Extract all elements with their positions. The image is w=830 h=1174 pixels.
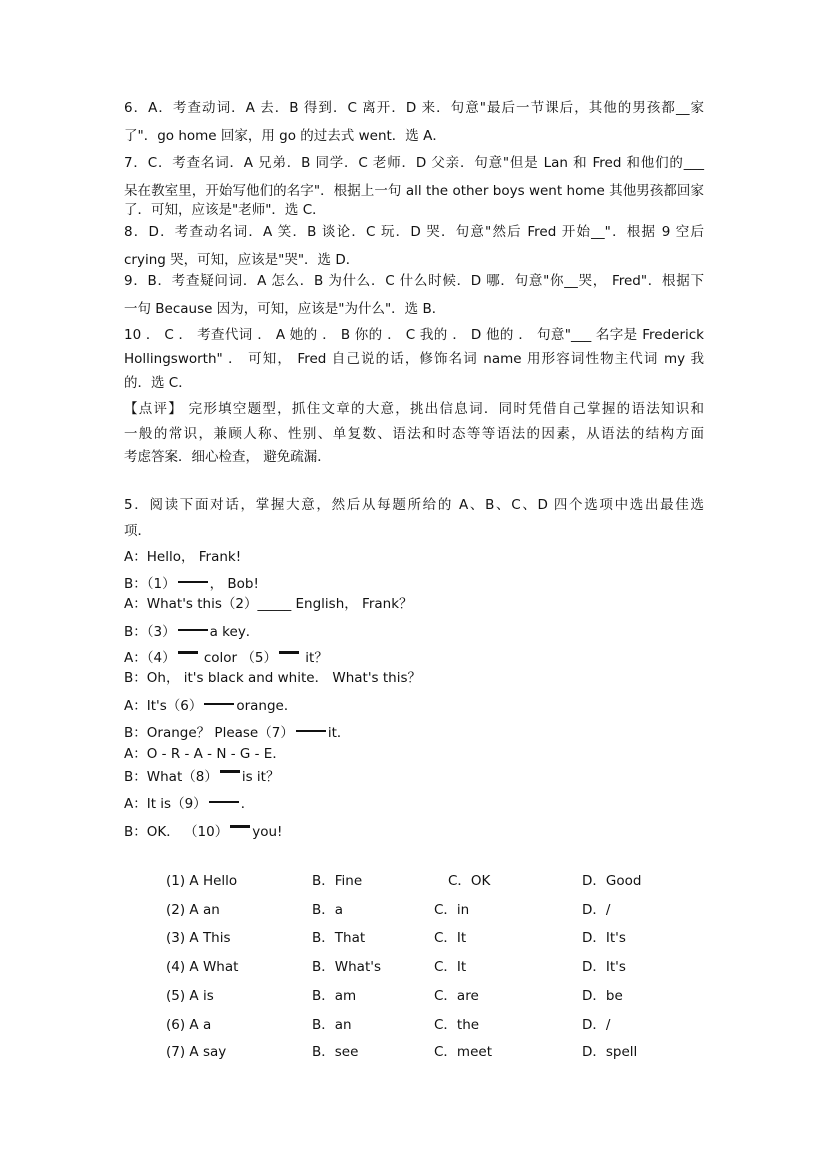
dialogue-line: [124, 767, 704, 787]
option-a: (5) A is: [166, 988, 214, 1004]
option-d: D．It's: [582, 959, 626, 975]
dialogue-text: A：O - R - A - N - G - E．: [124, 746, 286, 762]
option-c: C．meet: [434, 1044, 492, 1060]
option-b: B．see: [312, 1044, 359, 1060]
answer-blank: [296, 730, 326, 732]
option-a: (4) A What: [166, 959, 239, 975]
option-a: (2) A an: [166, 902, 220, 918]
option-a: (7) A say: [166, 1044, 227, 1060]
option-c: C．It: [434, 959, 467, 975]
dialogue-line: [124, 744, 704, 764]
dialogue-text: it．: [327, 725, 351, 741]
answer-line: 8．D．考查动名词．A 笑．B 谈论．C 玩．D 哭．句意"然后 Fred 开始__"．根据 9 空后: [124, 224, 704, 240]
dialogue-line: [124, 668, 704, 688]
answer-line: 一般的常识，兼顾人称、性别、单复数、语法和时态等等语法的因素，从语法的结构方面: [124, 426, 704, 442]
dialogue-text: A：It's（6）: [124, 698, 203, 714]
dialogue-line: [124, 723, 704, 743]
dialogue-text: B：（1）: [124, 576, 176, 592]
option-c: C．OK: [448, 873, 491, 889]
option-a: (3) A This: [166, 930, 231, 946]
answer-blank: [279, 651, 299, 654]
answer-blank: [178, 581, 208, 583]
dialogue-text: it？: [301, 650, 328, 666]
question-line: 5．阅读下面对话，掌握大意，然后从每题所给的 A、B、C、D 四个选项中选出最佳选: [124, 497, 704, 513]
dialogue-text: color （5）: [199, 650, 277, 666]
option-b: B．Fine: [312, 873, 363, 889]
answer-line: 9．B．考查疑问词．A 怎么．B 为什么．C 什么时候．D 哪．句意"你__哭， Fred"．根据下: [124, 273, 704, 289]
dialogue-text: B：What（8）: [124, 769, 218, 785]
option-d: D．/: [582, 1017, 611, 1033]
option-c: C．are: [434, 988, 479, 1004]
option-c: C．the: [434, 1017, 480, 1033]
answer-line: Hollingsworth" ． 可知， Fred 自己说的话，修饰名词 name 用形容词性物主代词 my 我: [124, 351, 704, 367]
answer-line: 了"．go home 回家，用 go 的过去式 went．选 A．: [124, 128, 446, 144]
option-b: B．That: [312, 930, 366, 946]
dialogue-text: A：（4）: [124, 650, 176, 666]
answer-line: 7．C．考查名词．A 兄弟．B 同学．C 老师．D 父亲．句意"但是 Lan 和 Fred 和他们的___: [124, 155, 704, 171]
dialogue-text: A：Hello， Frank!: [124, 549, 242, 565]
answer-line: 6．A．考查动词．A 去．B 得到．C 离开．D 来．句意"最后一节课后，其他的男孩都__家: [124, 100, 704, 116]
dialogue-text: A：What's this（2）_____ English， Frank？: [124, 596, 413, 612]
option-c: C．It: [434, 930, 467, 946]
dialogue-text: is it？: [241, 769, 280, 785]
answer-blank: [178, 651, 198, 654]
answer-line: 了．可知，应该是"老师"．选 C．: [124, 202, 326, 218]
dialogue-text: orange．: [236, 698, 298, 714]
option-d: D．spell: [582, 1044, 638, 1060]
dialogue-text: A：It is（9）: [124, 796, 207, 812]
option-a: (1) A Hello: [166, 873, 238, 889]
option-b: B．am: [312, 988, 357, 1004]
answer-line: 的．选 C．: [124, 375, 192, 391]
option-b: B．What's: [312, 959, 381, 975]
answer-line: crying 哭，可知，应该是"哭"．选 D．: [124, 252, 360, 268]
dialogue-text: B：Orange？ Please（7）: [124, 725, 294, 741]
answer-line: 一句 Because 因为，可知，应该是"为什么"．选 B．: [124, 301, 446, 317]
dialogue-line: [124, 574, 704, 594]
dialogue-line: [124, 594, 704, 614]
dialogue-text: B：OK． （10）: [124, 824, 229, 840]
question-line: 项．: [124, 523, 151, 539]
answer-line: 10 ． C ． 考查代词 ． A 她的 ． B 你的 ． C 我的 ． D 他的 ． 句意"___ 名字是 Frederick: [124, 327, 704, 343]
option-c: C．in: [434, 902, 470, 918]
option-b: B．a: [312, 902, 344, 918]
dialogue-text: B：Oh， it's black and white． What's this？: [124, 670, 422, 686]
option-d: D．It's: [582, 930, 626, 946]
dialogue-line: [124, 547, 704, 567]
dialogue-line: [124, 822, 704, 842]
answer-blank: [204, 703, 234, 705]
dialogue-text: a key．: [209, 624, 260, 640]
dialogue-text: ．: [240, 796, 255, 812]
answer-blank: [230, 825, 250, 828]
dialogue-line: [124, 622, 704, 642]
option-d: D．be: [582, 988, 623, 1004]
answer-line: 考虑答案．细心检查， 避免疏漏．: [124, 449, 331, 465]
dialogue-text: ， Bob!: [209, 576, 259, 592]
dialogue-line: [124, 794, 704, 814]
option-a: (6) A a: [166, 1017, 212, 1033]
dialogue-line: [124, 648, 704, 668]
answer-blank: [178, 629, 208, 631]
answer-line: 【点评】 完形填空题型，抓住文章的大意，挑出信息词．同时凭借自己掌握的语法知识和: [124, 401, 704, 417]
answer-blank: [220, 770, 240, 773]
option-d: D．/: [582, 902, 611, 918]
option-b: B．an: [312, 1017, 352, 1033]
dialogue-text: you!: [252, 824, 283, 840]
answer-line: 呆在教室里，开始写他们的名字"．根据上一句 all the other boys went home 其他男孩都回家: [124, 183, 704, 199]
dialogue-text: B：（3）: [124, 624, 176, 640]
answer-blank: [209, 801, 239, 803]
dialogue-line: [124, 696, 704, 716]
option-d: D．Good: [582, 873, 642, 889]
